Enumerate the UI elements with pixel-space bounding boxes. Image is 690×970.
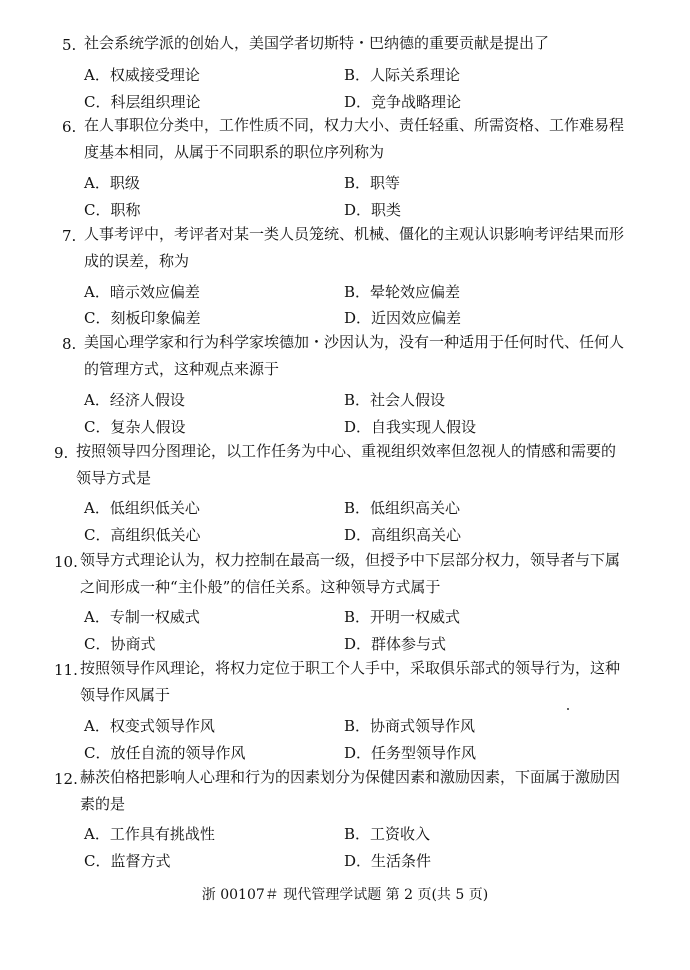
question-stem-line: 度基本相同，从属于不同职系的职位序列称为 (84, 143, 385, 161)
option-a: A．职级 (84, 174, 140, 192)
question-number: 11. (54, 661, 78, 679)
option-a: A．低组织低关心 (84, 499, 200, 517)
question-stem-line: 美国心理学家和行为科学家埃德加・沙因认为，没有一种适用于任何时代、任何人 (84, 333, 625, 351)
option-d: D．生活条件 (344, 852, 432, 870)
question-stem-line: 赫茨伯格把影响人心理和行为的因素划分为保健因素和激励因素，下面属于激励因 (80, 768, 621, 786)
question-stem-line: 按照领导作风理论，将权力定位于职工个人手中，采取俱乐部式的领导行为，这种 (80, 659, 621, 677)
question-number: 8. (62, 335, 77, 353)
option-c: C．复杂人假设 (84, 418, 186, 436)
question-number: 6. (62, 118, 77, 136)
option-b: B．低组织高关心 (344, 499, 461, 517)
question-stem-line: 在人事职位分类中，工作性质不同，权力大小、责任轻重、所需资格、工作难易程 (84, 116, 625, 134)
question-stem-line: 按照领导四分图理论，以工作任务为中心、重视组织效率但忽视人的情感和需要的 (76, 442, 617, 460)
question-number: 12. (54, 770, 78, 788)
option-d: D．群体参与式 (344, 635, 447, 653)
question-number: 9. (54, 444, 69, 462)
option-c: C．职称 (84, 201, 141, 219)
option-b: B．开明一权威式 (344, 608, 461, 626)
option-c: C．协商式 (84, 635, 156, 653)
question-stem-line: 素的是 (80, 795, 126, 813)
option-c: C．监督方式 (84, 852, 171, 870)
option-a: A．权威接受理论 (84, 66, 200, 84)
question-stem-line: 之间形成一种“主仆般”的信任关系。这种领导方式属于 (80, 578, 441, 596)
option-d: D．任务型领导作风 (344, 744, 477, 762)
option-b: B．社会人假设 (344, 391, 446, 409)
option-b: B．协商式领导作风 (344, 717, 476, 735)
question-stem-line: 成的误差，称为 (84, 252, 190, 270)
option-c: C．科层组织理论 (84, 93, 201, 111)
question-stem-line: 领导方式是 (76, 469, 152, 487)
question-number: 10. (54, 553, 78, 571)
option-c: C．高组织低关心 (84, 526, 201, 544)
option-a: A．暗示效应偏差 (84, 283, 200, 301)
option-d: D．职类 (344, 201, 402, 219)
option-b: B．人际关系理论 (344, 66, 461, 84)
question-number: 5. (62, 36, 77, 54)
question-number: 7. (62, 227, 77, 245)
option-d: D．近因效应偏差 (344, 309, 462, 327)
option-a: A．工作具有挑战性 (84, 825, 215, 843)
option-b: B．工资收入 (344, 825, 431, 843)
option-a: A．经济人假设 (84, 391, 185, 409)
option-c: C．刻板印象偏差 (84, 309, 201, 327)
option-a: A．专制一权威式 (84, 608, 200, 626)
option-d: D．竞争战略理论 (344, 93, 462, 111)
question-stem-line: 领导作风属于 (80, 686, 171, 704)
option-d: D．自我实现人假设 (344, 418, 477, 436)
option-d: D．高组织高关心 (344, 526, 462, 544)
question-stem-line: 领导方式理论认为，权力控制在最高一级，但授予中下层部分权力，领导者与下属 (80, 551, 621, 569)
question-stem-line: 社会系统学派的创始人，美国学者切斯特・巴纳德的重要贡献是提出了 (84, 34, 550, 52)
option-b: B．职等 (344, 174, 401, 192)
scan-speck (567, 708, 569, 710)
question-stem-line: 的管理方式，这种观点来源于 (84, 360, 280, 378)
question-stem-line: 人事考评中，考评者对某一类人员笼统、机械、僵化的主观认识影响考评结果而形 (84, 225, 625, 243)
option-c: C．放任自流的领导作风 (84, 744, 246, 762)
page-footer: 浙 00107＃ 现代管理学试题 第 2 页(共 5 页) (201, 887, 489, 903)
option-a: A．权变式领导作风 (84, 717, 215, 735)
option-b: B．晕轮效应偏差 (344, 283, 461, 301)
